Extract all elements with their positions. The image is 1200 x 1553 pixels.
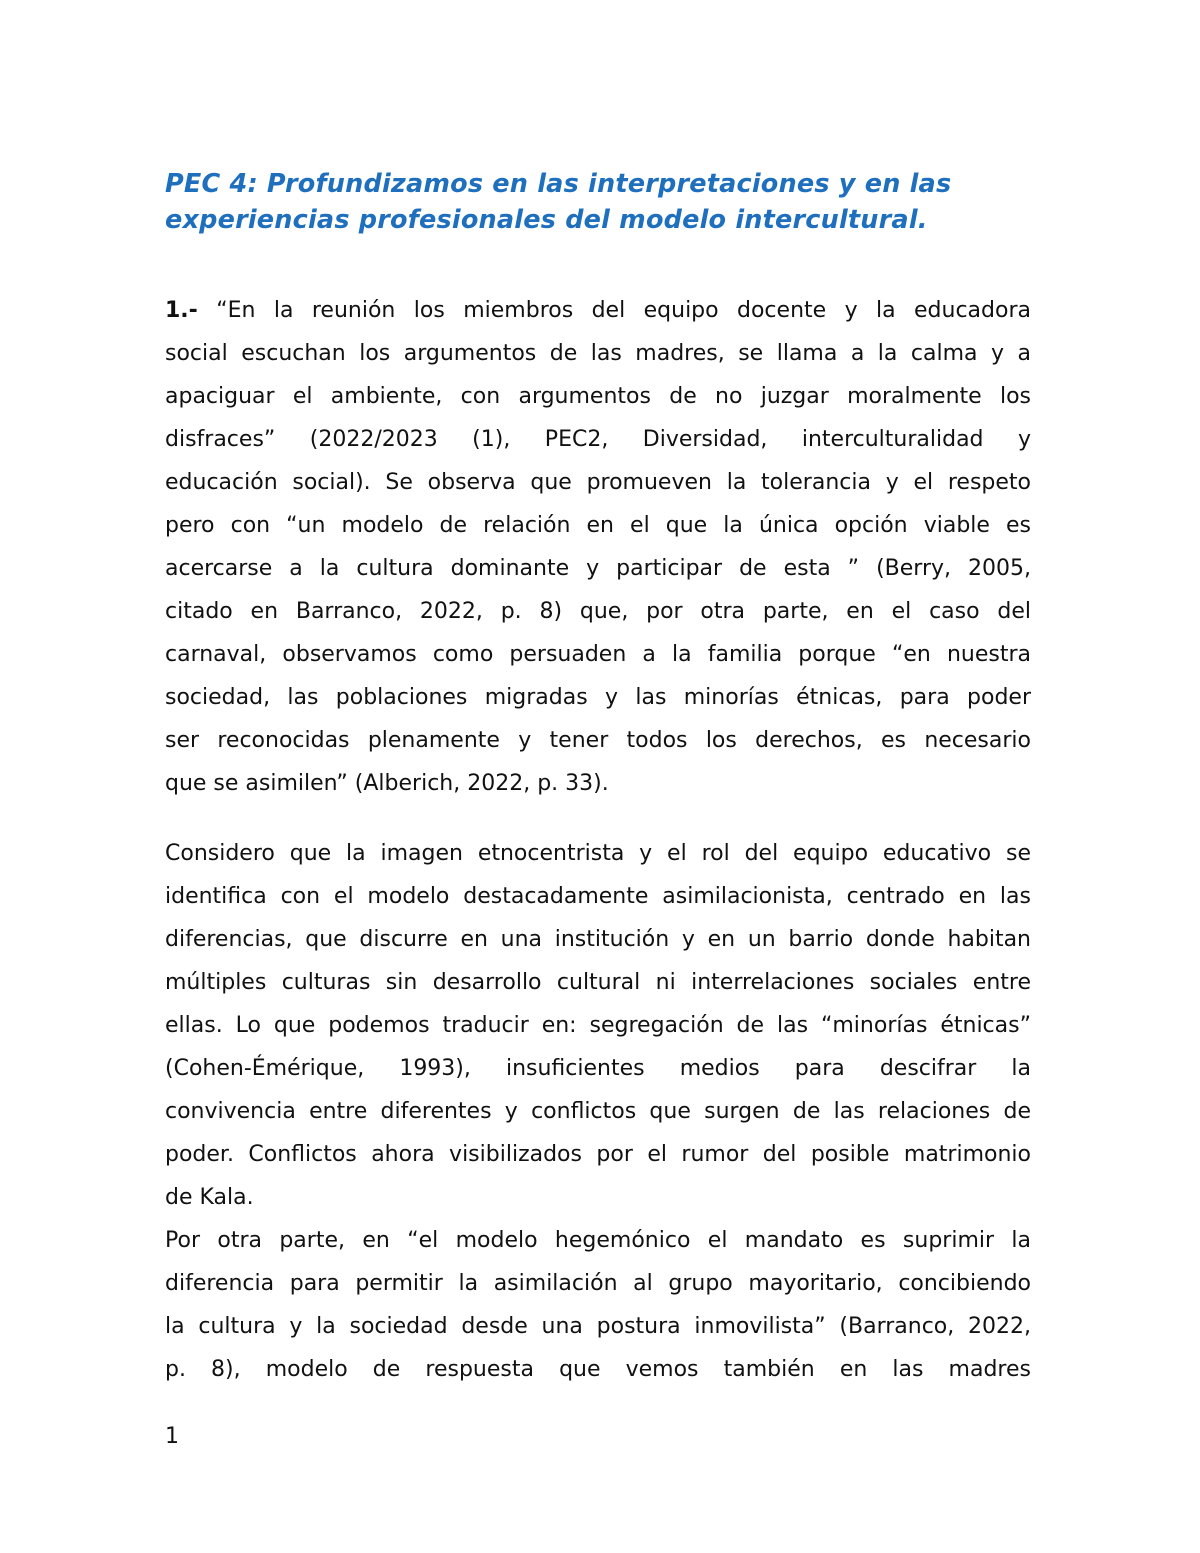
paragraph-line: Por otra parte, en “el modelo hegemónico el mandato es suprimir la (165, 1228, 1031, 1253)
paragraph-line: apaciguar el ambiente, con argumentos de no juzgar moralmente los (165, 384, 1031, 409)
paragraph-1 (165, 289, 1031, 805)
paragraph-line: carnaval, observamos como persuaden a la familia porque “en nuestra (165, 642, 1031, 667)
paragraph-line: identifica con el modelo destacadamente asimilacionista, centrado en las (165, 884, 1031, 909)
title-line: PEC 4: Profundizamos en las interpretaciones y en las (165, 169, 952, 199)
paragraph-line-text: “En la reunión los miembros del equipo docente y la educadora (197, 298, 1031, 323)
paragraph-line: la cultura y la sociedad desde una postura inmovilista” (Barranco, 2022, (165, 1314, 1031, 1339)
paragraph-line: citado en Barranco, 2022, p. 8) que, por otra parte, en el caso del (165, 599, 1031, 624)
item-number: 1.- (165, 298, 198, 323)
paragraph-line: de Kala. (165, 1185, 254, 1210)
paragraph-line: convivencia entre diferentes y conflictos que surgen de las relaciones de (165, 1099, 1031, 1124)
paragraph-line: social escuchan los argumentos de las madres, se llama a la calma y a (165, 341, 1031, 366)
paragraph-line: ser reconocidas plenamente y tener todos los derechos, es necesario (165, 728, 1031, 753)
paragraph-line: educación social). Se observa que promueven la tolerancia y el respeto (165, 470, 1031, 495)
paragraph-line: p. 8), modelo de respuesta que vemos también en las madres (165, 1357, 1031, 1382)
document-title (165, 166, 1045, 238)
paragraph-line: diferencia para permitir la asimilación al grupo mayoritario, concibiendo (165, 1271, 1031, 1296)
paragraph-line: sociedad, las poblaciones migradas y las minorías étnicas, para poder (165, 685, 1031, 710)
paragraph-line: (Cohen-Émérique, 1993), insuficientes medios para descifrar la (165, 1056, 1031, 1081)
paragraph-line: múltiples culturas sin desarrollo cultural ni interrelaciones sociales entre (165, 970, 1031, 995)
paragraph-line: poder. Conflictos ahora visibilizados por el rumor del posible matrimonio (165, 1142, 1031, 1167)
paragraph-2 (165, 832, 1031, 1219)
paragraph-line: diferencias, que discurre en una institución y en un barrio donde habitan (165, 927, 1031, 952)
paragraph-line (165, 289, 1031, 332)
paragraph-line: ellas. Lo que podemos traducir en: segregación de las “minorías étnicas” (165, 1013, 1031, 1038)
paragraph-line: disfraces” (2022/2023 (1), PEC2, Diversidad, interculturalidad y (165, 427, 1031, 452)
paragraph-line: Considero que la imagen etnocentrista y el rol del equipo educativo se (165, 841, 1031, 866)
paragraph-3 (165, 1219, 1031, 1391)
paragraph-line: que se asimilen” (Alberich, 2022, p. 33). (165, 771, 609, 796)
paragraph-line: pero con “un modelo de relación en el que la única opción viable es (165, 513, 1031, 538)
page-number: 1 (165, 1424, 179, 1449)
title-line: experiencias profesionales del modelo intercultural. (165, 205, 928, 235)
paragraph-line: acercarse a la cultura dominante y participar de esta ” (Berry, 2005, (165, 556, 1031, 581)
